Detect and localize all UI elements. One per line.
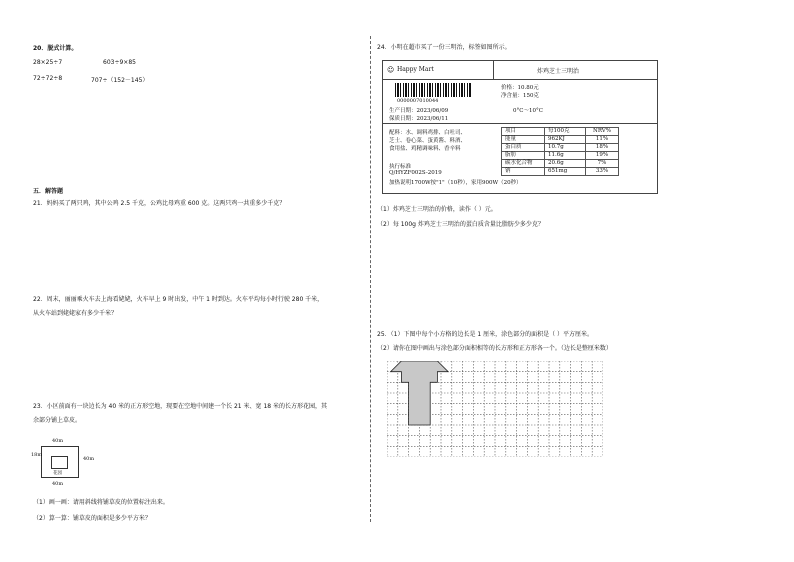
table-row: 脂肪 11.6g 19% xyxy=(502,152,619,160)
q23-sub2: （2）算一算：铺草皮的面积是多少平方米？ xyxy=(33,515,151,522)
section-title: 五．解答题 xyxy=(33,188,64,195)
fig23-garden-label: 花园 xyxy=(53,471,62,476)
square-grid xyxy=(387,361,603,457)
table-row: 碳水化合物 20.6g 7% xyxy=(502,160,619,168)
q20-expr-4: 707÷（152－145） xyxy=(91,77,149,84)
label-middle-separator xyxy=(383,123,657,124)
table-row: 蛋白质 10.7g 18% xyxy=(502,144,619,152)
q24-sub1: （1）炸鸡芝士三明治的价格，读作（ ）元。 xyxy=(377,206,497,213)
label-header-vertical xyxy=(493,61,494,79)
food-label xyxy=(382,60,658,194)
table-row: 钠 651mg 33% xyxy=(502,168,619,176)
q20-title: 20．脱式计算。 xyxy=(33,45,78,52)
nutrition-header-row: 项目 每100克 NRV% xyxy=(502,128,619,136)
smiley-icon: ☺ xyxy=(387,66,395,74)
storage-temp: 0°C～10°C xyxy=(513,108,543,114)
net-weight: 净含量：150克 xyxy=(501,93,539,99)
fig23-left-label: 18m xyxy=(31,452,43,458)
q25-sub2: （2）请你在图中画出与涂色部分面积相等的长方形和正方形各一个。（边长是整厘米数） xyxy=(377,345,612,352)
nutrition-table xyxy=(501,127,619,176)
q23-text-line1: 23．小区前面有一块边长为 40 米的正方形空地，现要在空地中间建一个长 21 米、宽 18 米的长方形花园，其 xyxy=(33,403,327,410)
q20-expr-1: 28×25÷7 xyxy=(33,59,63,66)
standard-code: Q/HYZF002S-2019 xyxy=(389,170,442,176)
q23-text-line2: 余部分铺上草皮。 xyxy=(33,417,82,424)
q22-text-line2: 从火车站到姥姥家有多少千米？ xyxy=(33,310,118,317)
price: 价格：10.80元 xyxy=(501,85,539,91)
q24-sub2: （2）每 100g 炸鸡芝士三明治的蛋白质含量比脂肪少多少克？ xyxy=(377,221,544,228)
fig23-bottom-label: 40m xyxy=(52,481,64,487)
q21-text: 21．妈妈买了两只鸡，其中公鸡 2.5 千克，公鸡比母鸡重 600 克。这两只鸡一共重多少千克？ xyxy=(33,200,286,207)
barcode-icon xyxy=(395,83,471,97)
fig23-top-label: 40m xyxy=(52,438,64,444)
label-header-separator xyxy=(383,79,657,80)
q23-sub1: （1）画一画：请用斜线将铺草皮的位置标注出来。 xyxy=(33,499,169,506)
page-divider xyxy=(370,36,371,522)
q25-sub1: 25．（1）下图中每个小方格的边长是 1 厘米，涂色部分的面积是（ ）平方厘米。 xyxy=(377,331,593,338)
table-row: 能量 962KJ 11% xyxy=(502,136,619,144)
q20-expr-3: 72÷72÷8 xyxy=(33,75,63,82)
store-name: Happy Mart xyxy=(397,66,434,73)
production-date: 生产日期：2023/06/09 xyxy=(389,108,449,114)
fig23-right-label: 40m xyxy=(83,456,95,462)
ingredients-line1: 配料：水、调料鸡排、白吐司、 xyxy=(389,130,467,136)
q22-text-line1: 22．周末，丽丽乘火车去上海看姥姥，火车早上 9 时出发，中午 1 时到达。火车平均每小时行驶 280 千米， xyxy=(33,296,324,303)
q24-title: 24．小明在超市买了一份三明治，标签如图所示。 xyxy=(377,44,511,51)
q20-expr-2: 603÷9×85 xyxy=(103,59,136,66)
barcode-number: 0000007010044 xyxy=(397,98,439,104)
standard-title: 执行标准 xyxy=(389,164,412,170)
product-name: 炸鸡芝士三明治 xyxy=(537,68,580,75)
heating-instructions: 加热说明1700W按"1"（10秒），家用900W（20秒） xyxy=(389,180,522,186)
ingredients-line2: 芝士、卷心菜、蛋黄酱、料酒、 xyxy=(389,138,467,144)
expiry-date: 保质日期：2023/06/11 xyxy=(389,116,449,122)
fig23-garden xyxy=(51,456,68,469)
ingredients-line3: 食用盐、鸡精调味料、香辛料 xyxy=(389,146,461,152)
